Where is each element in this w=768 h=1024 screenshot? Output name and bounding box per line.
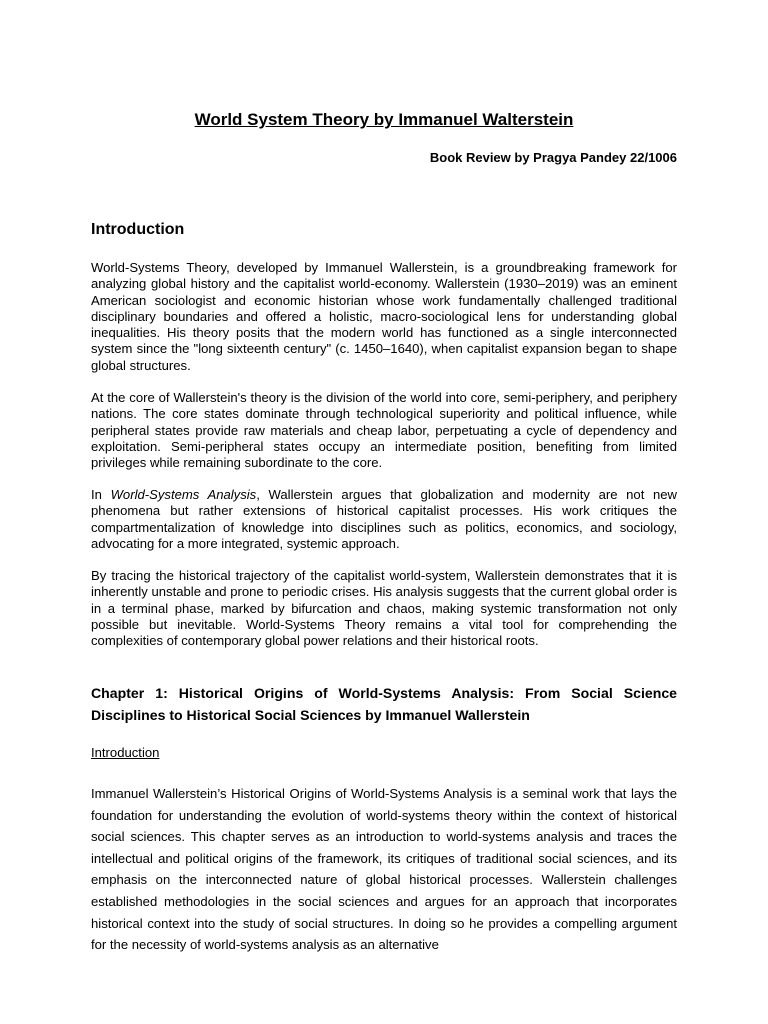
intro-paragraph-2 [91, 390, 677, 471]
paragraph-text: World-Systems Theory, developed by Immanuel Wallerstein, is a groundbreaking framework for analyzing global history and the capitalist world-economy. Wallerstein (1930–2019) was an eminent American sociologist and economic historian whose work fundamentally challenged traditional disciplinary boundaries and offered a holistic, macro-sociological lens for understanding global inequalities. His theory posits that the modern world has functioned as a single interconnected system since the "long sixteenth century" (c. 1450–1640), when capitalist expansion began to shape global structures. [91, 260, 677, 373]
book-title-italic: World-Systems Analysis [110, 487, 257, 502]
intro-paragraph-3 [91, 487, 677, 552]
byline: Book Review by Pragya Pandey 22/1006 [429, 150, 677, 165]
intro-paragraph-1 [91, 260, 677, 374]
paragraph-text: Immanuel Wallerstein’s Historical Origins of World-Systems Analysis is a seminal work that lays the foundation for understanding the evolution of world-systems theory within the context of historical social sciences. This chapter serves as an introduction to world-systems analysis and traces the intellectual and political origins of the framework, its critiques of traditional social sciences, and its emphasis on the interconnected nature of global historical processes. Wallerstein challenges established methodologies in the social sciences and argues for an approach that incorporates historical context into the study of social structures. In doing so he provides a compelling argument for the necessity of world-systems analysis as an alternative [91, 786, 677, 953]
introduction-heading: Introduction [91, 221, 185, 238]
chapter-1-paragraph [91, 783, 677, 956]
paragraph-suffix: , Wallerstein argues that globalization and modernity are not new phenomena but rather extensions of historical capitalist processes. His work critiques the compartmentalization of knowledge into disciplines such as politics, economics, and sociology, advocating for a more integrated, systemic approach. [91, 487, 678, 551]
paragraph-text: At the core of Wallerstein's theory is the division of the world into core, semi-periphery, and periphery nations. The core states dominate through technological superiority and political influence, while peripheral states provide raw materials and cheap labor, perpetuating a cycle of dependency and exploitation. Semi-peripheral states occupy an intermediate position, benefiting from limited privileges while remaining subordinate to the core. [91, 390, 677, 471]
chapter-1-heading: Chapter 1: Historical Origins of World-Systems Analysis: From Social Science Disciplines to Historical Social Sciences by Immanuel Wallerstein [91, 685, 677, 723]
paragraph-prefix: In [91, 487, 111, 502]
document-title: World System Theory by Immanuel Walterstein [194, 110, 574, 129]
chapter-1-subheading: Introduction [91, 745, 160, 760]
intro-paragraph-4 [91, 568, 677, 649]
paragraph-text: By tracing the historical trajectory of the capitalist world-system, Wallerstein demonstrates that it is inherently unstable and prone to periodic crises. His analysis suggests that the current global order is in a terminal phase, marked by bifurcation and chaos, making systemic transformation not only possible but inevitable. World-Systems Theory remains a vital tool for comprehending the complexities of contemporary global power relations and their historical roots. [91, 568, 677, 649]
